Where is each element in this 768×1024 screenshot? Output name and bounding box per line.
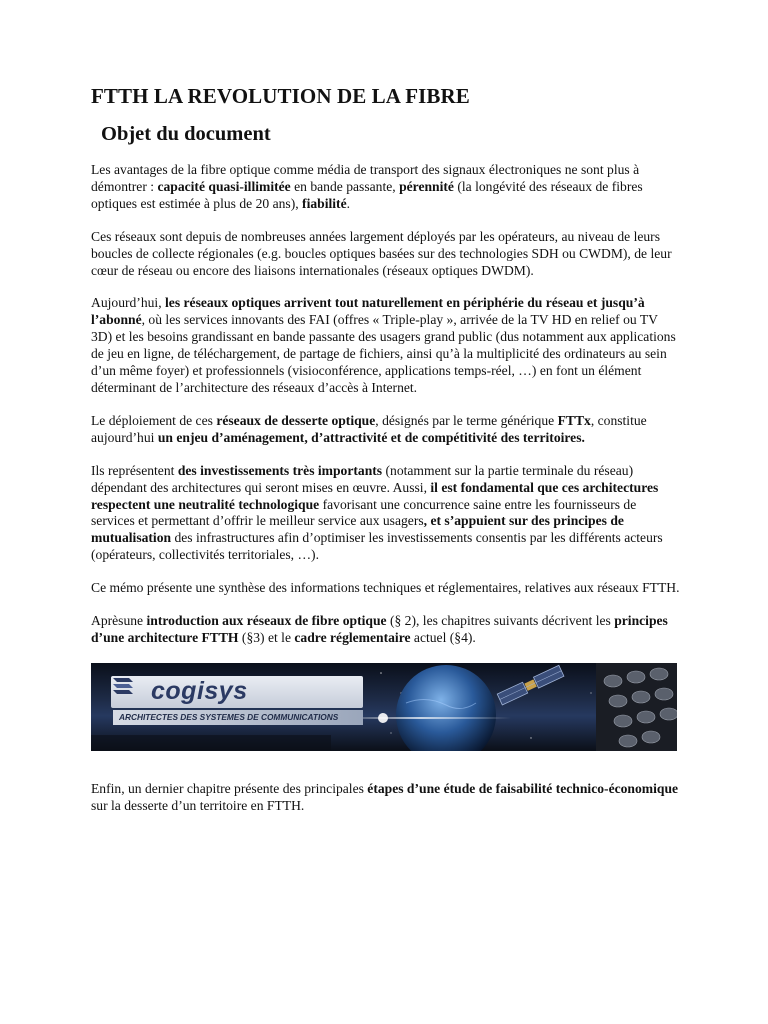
section-heading: Objet du document: [101, 123, 271, 145]
text-run: favorisant une concurrence saine entre les fournisseurs de services et permettant d’offrir le meilleur service aux usagers: [91, 496, 637, 529]
bold-run: un enjeu d’aménagement, d’attractivité et de compétitivité des territoires.: [157, 429, 585, 445]
text-run: , où les services innovants des FAI (offres « Triple-play », arrivée de la TV HD en relief ou TV 3D) et les besoins grandissant en bande passante des usagers grand public (dus notamment aux applications de jeu en ligne, de téléchargement, de partage de fichiers, ainsi qu’à la multiplicité des ordinateurs au sein d’un même foyer) et professionnels (visioconférence, applications temps-réel, …) en font un élément déterminant de l’architecture des réseaux d’accès à Internet.: [91, 312, 676, 395]
cogisys-banner: [91, 663, 677, 751]
text-run: Aujourd’hui,: [91, 295, 166, 311]
document-title: FTTH LA REVOLUTION DE LA FIBRE: [91, 84, 470, 108]
bold-run: cadre réglementaire: [294, 629, 411, 645]
body-paragraph: [91, 580, 681, 597]
text-run: (notamment sur la partie terminale du réseau) dépendant des architectures qui seront mises en œuvre. Aussi,: [91, 462, 634, 495]
text-run: Aprèsune: [91, 613, 147, 629]
bold-run: réseaux de desserte optique: [216, 412, 376, 428]
bold-run: FTTx: [557, 412, 591, 428]
body-paragraph: [91, 613, 681, 647]
bold-run: étapes d’une étude de faisabilité technico-économique: [367, 780, 679, 796]
text-run: Les avantages de la fibre optique comme média de transport des signaux électroniques ne sont plus à démontrer :: [91, 162, 640, 194]
bold-run: fiabilité: [302, 195, 347, 211]
paragraph-list: [91, 162, 681, 647]
text-run: sur la desserte d’un territoire en FTTH.: [91, 797, 305, 813]
text-run: Ils représentent: [91, 462, 178, 478]
document-content: [91, 84, 681, 831]
bold-run: , et s’appuient sur des principes de mutualisation: [91, 513, 624, 546]
logo-plate: [111, 676, 363, 708]
body-paragraph: [91, 229, 681, 280]
text-run: des infrastructures afin d’optimiser les investissements consentis par les différents acteurs (opérateurs, collectivités territoriales, …).: [91, 530, 663, 563]
text-run: , constitue aujourd’hui: [91, 412, 647, 445]
body-paragraph: [91, 463, 681, 564]
satellite-icon: [497, 665, 564, 705]
text-run: Ces réseaux sont depuis de nombreuses années largement déployés par les opérateurs, au niveau de leurs boucles de collecte régionales (e.g. boucles optiques basées sur des technologies SDH ou CWDM), de leur cœur de réseau ou encore des liaisons internationales (réseaux optiques DWDM).: [91, 228, 672, 278]
bold-run: il est fondamental que ces architectures respectent une neutralité technologique: [91, 479, 659, 512]
text-run: , désignés par le terme générique: [375, 412, 558, 428]
bold-run: introduction aux réseaux de fibre optique: [146, 613, 387, 629]
logo-wordmark: cogisys: [151, 676, 248, 705]
bold-run: des investissements très importants: [177, 462, 383, 478]
cogisys-logo-icon: [111, 676, 135, 696]
body-paragraph: [91, 295, 681, 396]
bold-run: capacité quasi-illimitée: [157, 178, 291, 194]
text-run: Le déploiement de ces: [91, 412, 217, 428]
text-run: (la longévité des réseaux de fibres optiques est estimée à plus de 20 ans),: [91, 178, 643, 211]
text-run: Enfin, un dernier chapitre présente des principales: [91, 780, 368, 796]
bold-run: principes d’une architecture FTTH: [91, 613, 668, 645]
text-run: en bande passante,: [290, 178, 400, 194]
keypad-icon: [596, 663, 677, 751]
text-run: .: [346, 195, 351, 211]
bold-run: les réseaux optiques arrivent tout naturellement en périphérie du réseau et jusqu’à l’abonné: [91, 295, 645, 328]
text-run: (§ 2), les chapitres suivants décrivent les: [386, 613, 615, 629]
closing-paragraph: [91, 781, 681, 815]
banner-tagline: ARCHITECTES DES SYSTEMES DE COMMUNICATIONS: [113, 710, 363, 725]
body-paragraph: [91, 162, 681, 213]
text-run: (§3) et le: [238, 629, 295, 645]
bold-run: pérennité: [399, 178, 454, 194]
earth-icon: [396, 665, 496, 751]
body-paragraph: [91, 413, 681, 447]
text-run: Ce mémo présente une synthèse des informations techniques et réglementaires, relatives aux réseaux FTTH.: [91, 580, 680, 596]
text-run: actuel (§4).: [410, 629, 476, 645]
